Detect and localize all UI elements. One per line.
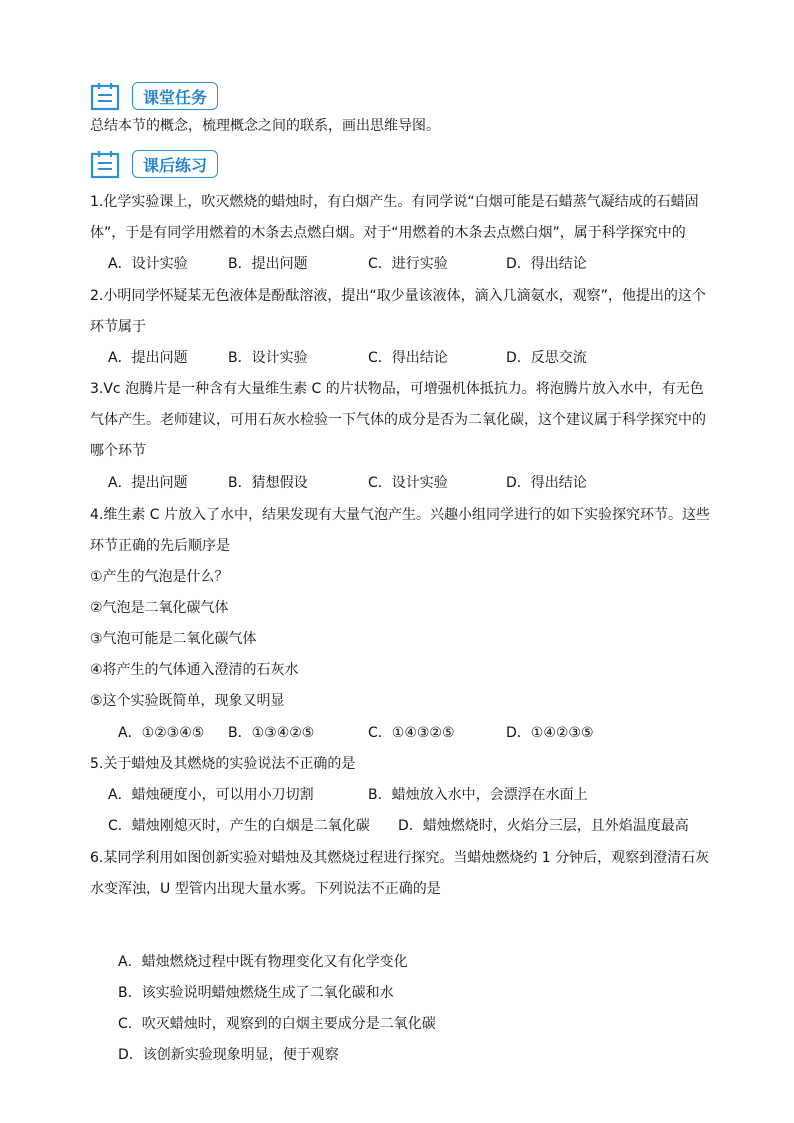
- option-b: B．设计实验: [228, 350, 308, 366]
- section-text: 总结本节的概念，梳理概念之间的联系，画出思维导图。: [90, 118, 440, 134]
- question-6-line-2: 水变浑浊，U 型管内出现大量水雾。下列说法不正确的是: [90, 881, 441, 897]
- option-d: D．蜡烛燃烧时，火焰分三层，且外焰温度最高: [398, 818, 689, 834]
- question-4-item-2: ②气泡是二氧化碳气体: [90, 600, 229, 616]
- question-4-line-2: 环节正确的先后顺序是: [90, 538, 230, 554]
- question-6-option-a: A．蜡烛燃烧过程中既有物理变化又有化学变化: [118, 954, 408, 970]
- section-title: 课后练习: [132, 150, 218, 178]
- question-3-line-3: 哪个环节: [90, 443, 146, 459]
- option-a: A．提出问题: [108, 350, 188, 366]
- notepad-icon: [90, 81, 120, 111]
- section-header-classroom-task: [90, 80, 218, 112]
- question-1-line-1: 1.化学实验课上，吹灭燃烧的蜡烛时，有白烟产生。有同学说“白烟可能是石蜡蒸气凝结成的石蜡固: [90, 194, 699, 210]
- question-4-item-1: ①产生的气泡是什么？: [90, 569, 229, 585]
- question-3-line-2: 气体产生。老师建议，可用石灰水检验一下气体的成分是否为二氧化碳，这个建议属于科学探究中的: [90, 412, 706, 428]
- option-a: A．蜡烛硬度小，可以用小刀切割: [108, 787, 314, 803]
- question-4-line-1: 4.维生素 C 片放入了水中，结果发现有大量气泡产生。兴趣小组同学进行的如下实验探究环节。这些: [90, 507, 711, 523]
- option-d: D．得出结论: [506, 475, 587, 491]
- option-c: C．得出结论: [368, 350, 448, 366]
- option-a: A．提出问题: [108, 475, 188, 491]
- question-4-item-5: ⑤这个实验既简单，现象又明显: [90, 693, 285, 709]
- option-c: C．设计实验: [368, 475, 448, 491]
- question-6-option-d: D．该创新实验现象明显，便于观察: [118, 1047, 339, 1063]
- option-a: A．①②③④⑤: [118, 725, 205, 741]
- option-b: B．提出问题: [228, 256, 308, 272]
- option-b: B．猜想假设: [228, 475, 308, 491]
- option-d: D．反思交流: [506, 350, 587, 366]
- question-3-line-1: 3.Vc 泡腾片是一种含有大量维生素 C 的片状物品，可增强机体抵抗力。将泡腾片放入水中，有无色: [90, 381, 704, 397]
- question-2-line-1: 2.小明同学怀疑某无色液体是酚酞溶液，提出“取少量该液体，滴入几滴氨水，观察”，他提出的这个: [90, 288, 706, 304]
- option-c: C．①④③②⑤: [368, 725, 455, 741]
- option-b: B．蜡烛放入水中，会漂浮在水面上: [368, 787, 588, 803]
- option-d: D．①④②③⑤: [506, 725, 594, 741]
- option-b: B．①③④②⑤: [228, 725, 315, 741]
- question-6-option-b: B．该实验说明蜡烛燃烧生成了二氧化碳和水: [118, 985, 394, 1001]
- question-5-line-1: 5.关于蜡烛及其燃烧的实验说法不正确的是: [90, 756, 356, 772]
- option-c: C．蜡烛刚熄灭时，产生的白烟是二氧化碳: [108, 818, 370, 834]
- question-6-option-c: C．吹灭蜡烛时，观察到的白烟主要成分是二氧化碳: [118, 1016, 436, 1032]
- question-4-item-4: ④将产生的气体通入澄清的石灰水: [90, 662, 299, 678]
- question-4-item-3: ③气泡可能是二氧化碳气体: [90, 631, 257, 647]
- question-1-line-2: 体”，于是有同学用燃着的木条去点燃白烟。对于“用燃着的木条去点燃白烟”，属于科学探究中的: [90, 225, 686, 241]
- notepad-icon: [90, 149, 120, 179]
- section-header-homework: [90, 148, 218, 180]
- question-6-line-1: 6.某同学利用如图创新实验对蜡烛及其燃烧过程进行探究。当蜡烛燃烧约 1 分钟后，观察到澄清石灰: [90, 850, 710, 866]
- question-2-line-2: 环节属于: [90, 319, 146, 335]
- option-c: C．进行实验: [368, 256, 448, 272]
- option-a: A．设计实验: [108, 256, 188, 272]
- option-d: D．得出结论: [506, 256, 587, 272]
- section-title: 课堂任务: [132, 82, 218, 110]
